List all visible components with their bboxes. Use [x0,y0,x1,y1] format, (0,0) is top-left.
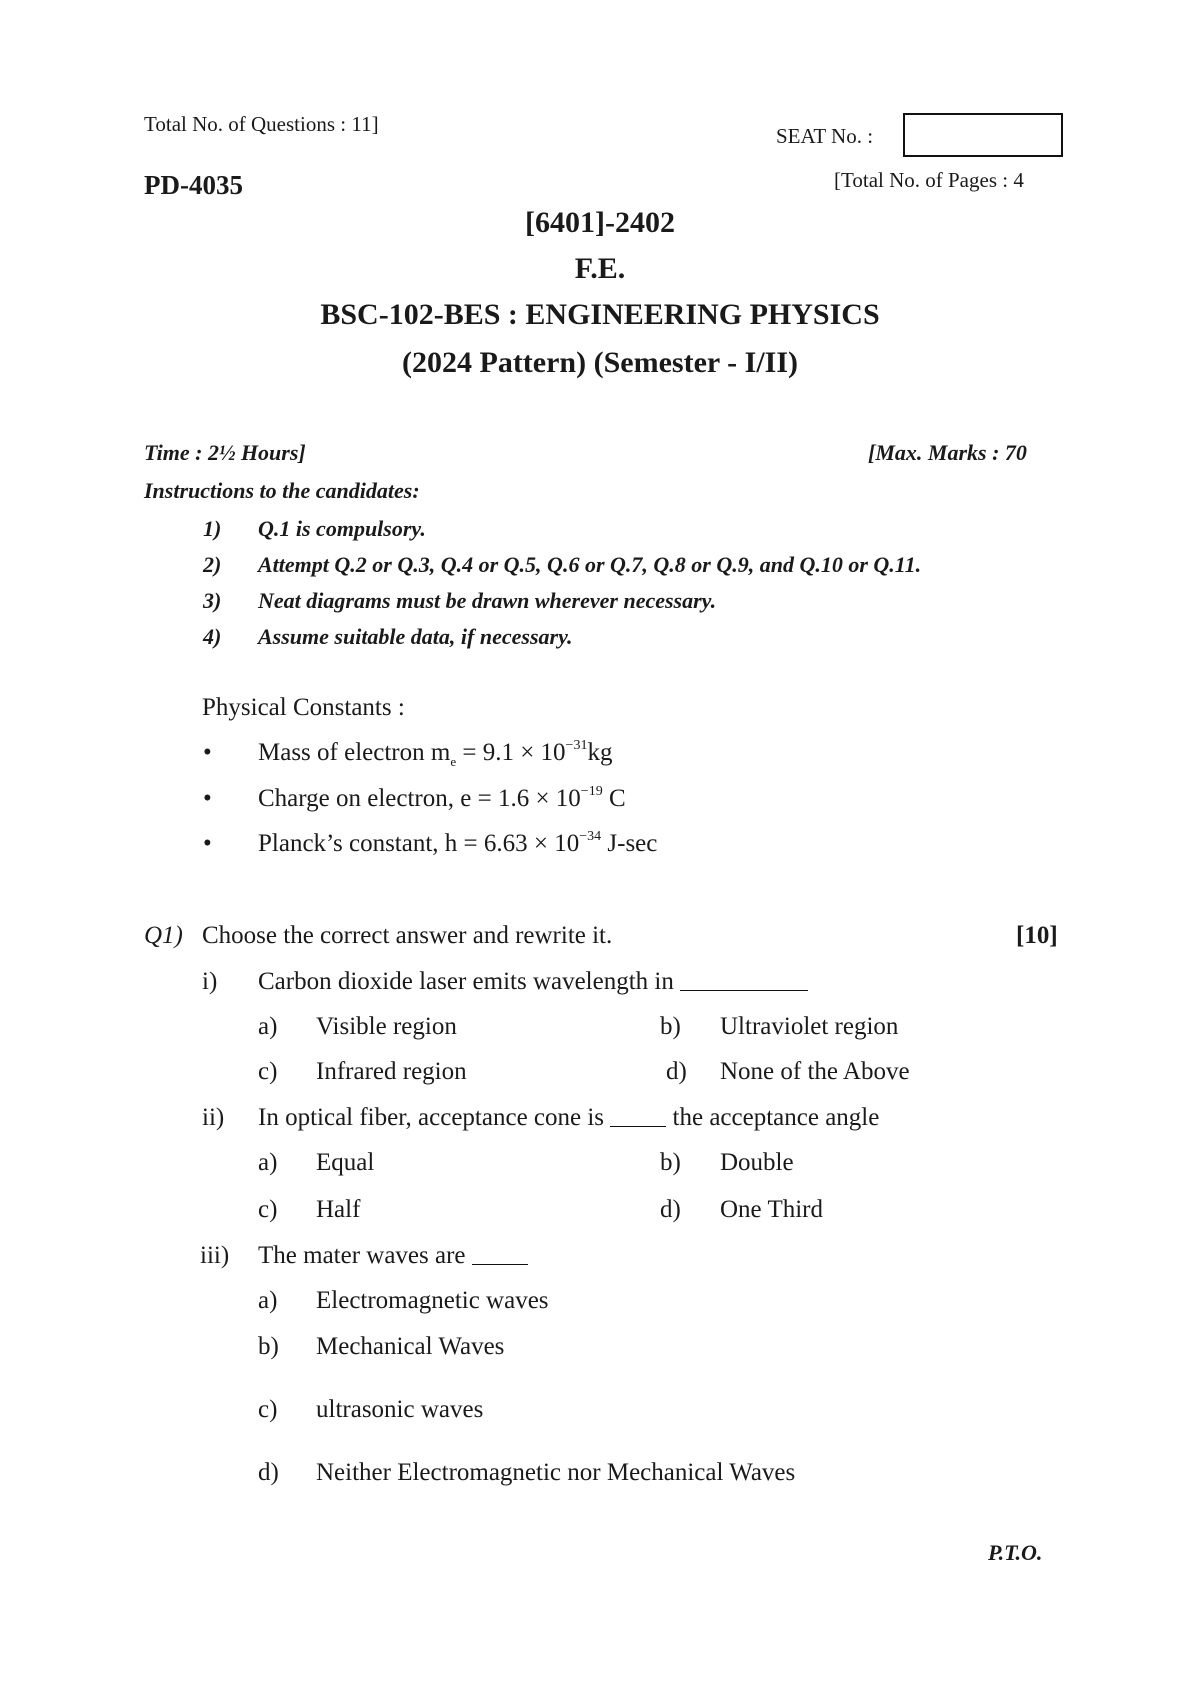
instruction-text: Neat diagrams must be drawn wherever necessary. [258,588,717,613]
option-text: Double [720,1149,794,1176]
instruction-number: 3) [203,588,222,613]
instructions-heading: Instructions to the candidates: [144,478,420,503]
seat-number-box[interactable] [903,113,1063,157]
option-label: c) [258,1196,278,1223]
instruction-text: Attempt Q.2 or Q.3, Q.4 or Q.5, Q.6 or Q.7, Q.8 or Q.9, and Q.10 or Q.11. [258,552,922,577]
pto-label: P.T.O. [988,1540,1043,1565]
option-text: Half [316,1196,361,1223]
time-allowed: Time : 2½ Hours] [144,440,306,465]
option-label: d) [660,1196,681,1223]
option-text: Ultraviolet region [720,1013,899,1040]
answer-blank [610,1104,666,1127]
instruction-number: 2) [203,552,222,577]
subquestion-number: iii) [200,1242,230,1269]
option-text: ultrasonic waves [316,1396,484,1423]
question-marks: [10] [1016,922,1058,949]
instruction-number: 4) [203,624,222,649]
instruction-text: Q.1 is compulsory. [258,516,426,541]
option-label: d) [258,1459,279,1486]
subquestion-text: The mater waves are [258,1242,528,1270]
subject-title: BSC-102-BES : ENGINEERING PHYSICS [320,298,880,331]
bullet-icon: • [203,739,212,766]
answer-blank [680,968,808,991]
constant-electron-charge: Charge on electron, $e = 1.6 \times 10^{-19}$ C [258,784,626,812]
option-text: One Third [720,1196,823,1223]
option-label: b) [660,1013,681,1040]
subquestion-text: In optical fiber, acceptance cone is the acceptance angle [258,1104,880,1131]
option-text: Visible region [316,1013,457,1040]
constant-planck: Planck’s constant, $h = 6.63 \times 10^{-34}$ J-sec [258,829,658,857]
subquestion-text: Carbon dioxide laser emits wavelength in [258,968,808,996]
option-text: Infrared region [316,1058,467,1085]
option-label: c) [258,1058,278,1085]
question-label: Q1) [144,922,183,949]
course-name: F.E. [574,252,626,285]
total-pages: [Total No. of Pages : 4 [834,168,1024,192]
option-text: Mechanical Waves [316,1333,505,1360]
option-label: b) [258,1333,279,1360]
option-text: None of the Above [720,1058,910,1085]
subquestion-number: i) [202,968,218,995]
paper-code: PD-4035 [144,170,243,200]
exam-code: [6401]-2402 [525,206,675,239]
answer-blank [472,1242,528,1265]
seat-label: SEAT No. : [776,124,874,148]
option-label: b) [660,1149,681,1176]
max-marks: [Max. Marks : 70 [868,440,1027,465]
constants-heading: Physical Constants : [202,694,405,721]
bullet-icon: • [203,785,212,812]
instruction-text: Assume suitable data, if necessary. [258,624,573,649]
pattern-semester: (2024 Pattern) (Semester - I/II) [402,346,798,379]
total-questions: Total No. of Questions : 11] [144,112,379,136]
option-label: a) [258,1287,278,1314]
option-text: Equal [316,1149,375,1176]
option-text: Electromagnetic waves [316,1287,549,1314]
option-label: d) [666,1058,687,1085]
subquestion-number: ii) [202,1104,225,1131]
option-label: a) [258,1149,278,1176]
instruction-number: 1) [203,516,222,541]
option-text: Neither Electromagnetic nor Mechanical Waves [316,1459,796,1486]
bullet-icon: • [203,830,212,857]
constant-electron-mass: Mass of electron $m_e = 9.1 \times 10^{-31}kg$ [258,738,613,769]
option-label: c) [258,1396,278,1423]
option-label: a) [258,1013,278,1040]
question-text: Choose the correct answer and rewrite it. [202,922,613,949]
